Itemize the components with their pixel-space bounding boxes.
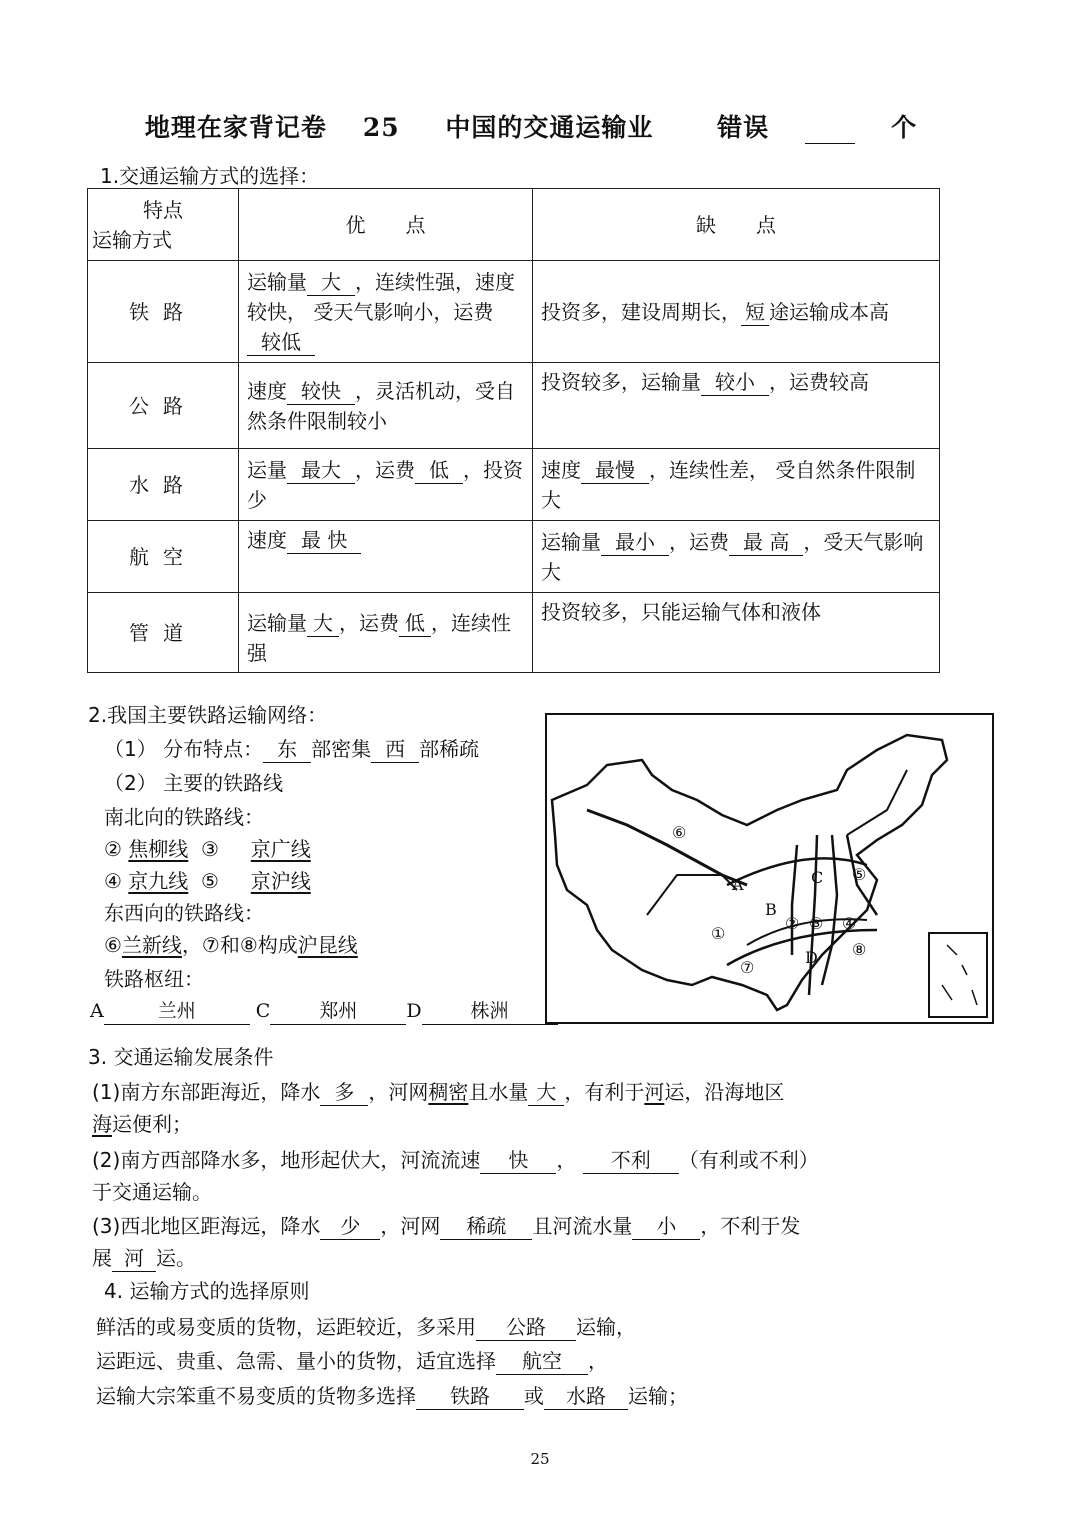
s3-line3: (3)西北地区距海远，降水 少 ，河网 稀疏 且河流水量 小 ，不利于发 — [92, 1214, 801, 1238]
answer-blank[interactable]: 航空 — [496, 1348, 588, 1375]
railway-north1 — [727, 858, 867, 885]
answer-blank[interactable]: 最慢 — [581, 457, 649, 484]
distribution-line: （1） 分布特点： 东 部密集 西 部稀疏 — [104, 737, 480, 761]
answer-blank[interactable]: 最小 — [601, 529, 669, 556]
answer-blank[interactable]: 公路 — [476, 1314, 576, 1341]
answer-blank[interactable]: 海 — [92, 1112, 112, 1136]
answer-blank[interactable]: 较低 — [247, 329, 315, 356]
answer-blank[interactable]: 最 高 — [729, 529, 803, 556]
railway-advantages: 运输量 大 ，连续性强，速度较快， 受天气影响小，运费较低 — [239, 261, 533, 363]
ns-lines-row1: ② 焦柳线 ③ 京广线 — [104, 837, 311, 861]
answer-blank[interactable]: 较快 — [287, 378, 355, 405]
waterway-advantages: 运量 最大 ，运费 低 ，投资少 — [239, 449, 533, 521]
answer-blank[interactable]: 京广线 — [250, 837, 311, 861]
section4-heading: 4. 运输方式的选择原则 — [104, 1279, 310, 1303]
answer-blank[interactable]: 少 — [320, 1213, 380, 1240]
answer-blank[interactable]: 不利 — [583, 1147, 679, 1174]
map-label-A: A — [732, 875, 744, 894]
railway-map — [545, 713, 994, 1024]
answer-blank[interactable]: 低 — [415, 457, 463, 484]
answer-blank[interactable]: 水路 — [544, 1383, 628, 1410]
answer-blank[interactable]: 沪昆线 — [297, 933, 358, 957]
answer-blank[interactable]: 郑州 — [270, 998, 406, 1025]
s4-line1: 鲜活的或易变质的货物，运距较近，多采用 公路 运输， — [96, 1315, 636, 1339]
pipeline-advantages: 运输量 大 ，运费 低 ，连续性强 — [239, 593, 533, 673]
s3-line1b: 海运便利； — [92, 1112, 192, 1136]
map-label-n2: ② — [785, 914, 800, 933]
answer-blank[interactable]: 焦柳线 — [128, 837, 189, 861]
answer-blank[interactable]: 快 — [480, 1147, 556, 1174]
header-diagonal-cell — [88, 189, 239, 261]
answer-blank[interactable]: 大 — [307, 269, 355, 296]
answer-blank[interactable]: 大 — [307, 610, 339, 637]
answer-blank[interactable]: 短 — [741, 299, 769, 326]
highway-advantages: 速度 较快 ，灵活机动，受自然条件限制较小 — [239, 363, 533, 449]
mode-waterway: 水路 — [88, 449, 239, 521]
mode-railway: 铁路 — [88, 261, 239, 363]
aviation-disadvantages: 运输量 最小 ，运费 最 高 ，受天气影响大 — [533, 521, 940, 593]
page-title — [0, 108, 1080, 144]
south-sea-inset — [929, 933, 987, 1017]
answer-blank[interactable]: 小 — [632, 1213, 700, 1240]
title-topic: 中国的交通运输业 — [445, 113, 654, 142]
answer-blank[interactable]: 低 — [399, 610, 431, 637]
table-row — [88, 449, 940, 521]
section3-heading: 3. 交通运输发展条件 — [88, 1045, 274, 1069]
mode-highway: 公路 — [88, 363, 239, 449]
map-label-D: D — [805, 948, 818, 967]
railway-west — [647, 875, 737, 915]
answer-blank[interactable]: 京沪线 — [250, 869, 311, 893]
highway-disadvantages: 投资较多，运输量 较小 ，运费较高 — [533, 363, 940, 449]
answer-blank[interactable]: 兰州 — [104, 998, 250, 1025]
pipeline-disadvantages: 投资较多，只能运输气体和液体 — [533, 593, 940, 673]
section1-heading: 1.交通运输方式的选择： — [100, 164, 320, 188]
answer-blank[interactable]: 多 — [320, 1079, 368, 1106]
aviation-advantages: 速度 最 快 — [239, 521, 533, 593]
railway-lanxin — [587, 810, 747, 885]
answer-blank[interactable]: 东 — [263, 736, 311, 763]
map-label-n1: ① — [711, 924, 726, 943]
ew-lines-label: 东西向的铁路线： — [104, 901, 264, 925]
map-label-n3: ③ — [809, 914, 824, 933]
ns-lines-row2: ④ 京九线 ⑤ 京沪线 — [104, 869, 311, 893]
map-label-B: B — [765, 900, 777, 919]
transport-table — [87, 188, 940, 673]
waterway-disadvantages: 速度 最慢 ，连续性差， 受自然条件限制大 — [533, 449, 940, 521]
header-feature: 特点 — [143, 197, 183, 222]
s3-line1: (1)南方东部距海近，降水 多 ，河网稠密且水量 大 ，有利于河运，沿海地区 — [92, 1080, 785, 1104]
header-advantages: 优 点 — [239, 189, 533, 261]
table-row — [88, 593, 940, 673]
inset-islands — [942, 945, 977, 1005]
section2-heading: 2.我国主要铁路运输网络： — [88, 703, 328, 727]
map-label-n8: ⑧ — [852, 940, 867, 959]
answer-blank[interactable]: 兰新线 — [121, 933, 182, 957]
main-lines-heading: （2） 主要的铁路线 — [104, 771, 284, 795]
answer-blank[interactable]: 河 — [112, 1245, 156, 1272]
answer-blank[interactable]: 最 快 — [287, 527, 361, 554]
error-unit: 个 — [891, 113, 918, 142]
mode-aviation: 航空 — [88, 521, 239, 593]
map-label-n5: ⑤ — [852, 865, 867, 884]
answer-blank[interactable]: 大 — [528, 1079, 564, 1106]
mode-pipeline: 管道 — [88, 593, 239, 673]
map-label-n4: ④ — [842, 914, 857, 933]
ns-lines-label: 南北向的铁路线： — [104, 805, 264, 829]
answer-blank[interactable]: 最大 — [287, 457, 355, 484]
answer-blank[interactable]: 株洲 — [422, 998, 558, 1025]
s4-line3: 运输大宗笨重不易变质的货物多选择 铁路 或 水路 运输； — [96, 1384, 688, 1408]
s4-line2: 运距远、贵重、急需、量小的货物，适宜选择 航空 ， — [96, 1349, 608, 1373]
title-part1: 地理在家背记卷 — [144, 113, 327, 142]
railway-ne — [847, 770, 907, 835]
s3-line3b: 展 河 运。 — [92, 1246, 196, 1270]
table-header-row — [88, 189, 940, 261]
ew-lines-row: ⑥兰新线，⑦和⑧构成沪昆线 — [104, 933, 358, 957]
error-count-blank[interactable] — [805, 121, 855, 144]
table-row — [88, 261, 940, 363]
answer-blank[interactable]: 西 — [371, 736, 419, 763]
answer-blank[interactable]: 铁路 — [416, 1383, 524, 1410]
header-mode: 运输方式 — [92, 227, 172, 252]
hub-label: 铁路枢纽： — [104, 967, 204, 991]
china-map-svg — [547, 715, 992, 1022]
page-number: 25 — [530, 1450, 550, 1468]
header-disadvantages: 缺 点 — [533, 189, 940, 261]
s3-line2b: 于交通运输。 — [92, 1180, 212, 1204]
table-row — [88, 363, 940, 449]
answer-blank[interactable]: 京九线 — [128, 869, 189, 893]
answer-blank[interactable]: 河 — [644, 1080, 665, 1104]
map-label-n6: ⑥ — [672, 823, 687, 842]
error-label: 错误 — [717, 113, 770, 142]
hub-row: A 兰州 C 郑州 D 株洲 — [90, 996, 558, 1026]
answer-blank[interactable]: 稀疏 — [440, 1213, 532, 1240]
map-label-n7: ⑦ — [740, 958, 755, 977]
title-number: 25 — [362, 113, 400, 142]
railway-disadvantages: 投资多，建设周期长， 短 途运输成本高 — [533, 261, 940, 363]
map-label-C: C — [811, 868, 824, 887]
table-row — [88, 521, 940, 593]
s3-line2: (2)南方西部降水多，地形起伏大，河流流速 快 ， 不利 （有利或不利） — [92, 1148, 819, 1172]
answer-blank[interactable]: 较小 — [701, 369, 769, 396]
answer-blank[interactable]: 稠密 — [428, 1080, 469, 1104]
